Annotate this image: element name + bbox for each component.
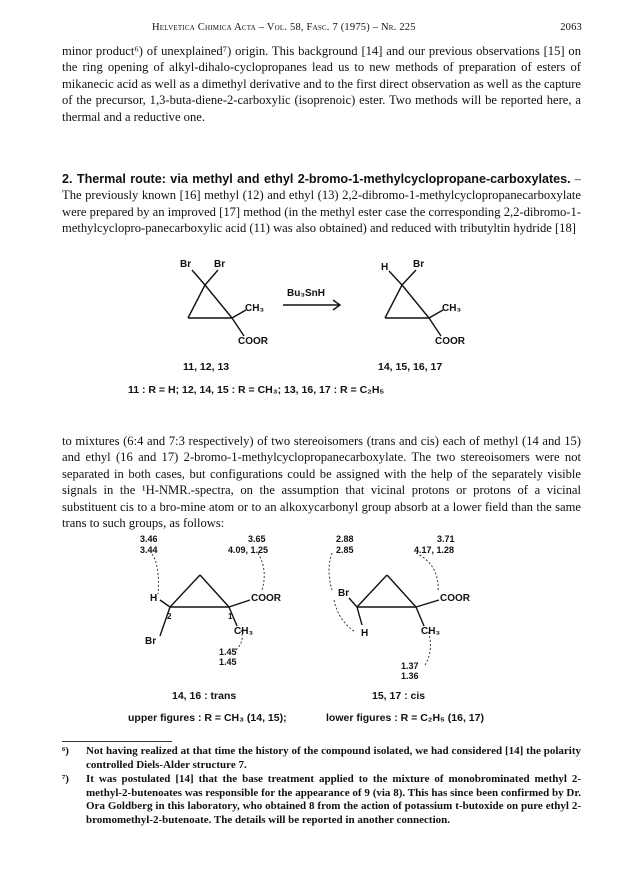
trans-hydrogen: H bbox=[150, 593, 158, 604]
footnote-7-mark: ⁷) bbox=[62, 773, 69, 785]
footnote-7-text: It was postulated [14] that the base treatment applied to the mixture of monobrominated methyl 2-methyl-2-butenoates was responsible for the appearance of 9 (via 8). This has since been confirmed by Dr. Ora Goldberg in this laboratory, who obtained 8 from the action of potassium t-butoxide on pure ethyl 2-bromomethyl-2-butenoate. The details will be reported in another connection. bbox=[86, 773, 581, 826]
results-paragraph: to mixtures (6:4 and 7:3 respectively) of two stereoisomers (trans and cis) each of methyl (14 and 15) and ethyl (16 and 17) 2-bromo-1-methylcyclopropanecarboxylate. The two stereoisomers were not separated in both cases, but configurations could be assigned with the help of the separately visible signals in the ¹H-NMR.-spectra, on the assumption that vicinal protons or protons of a vicinal substituent cis to a bro-mine atom or to an alkoxycarbonyl group absorb at a lower field than the same trans to such groups, as follows: bbox=[62, 434, 581, 531]
cis-h-shift-lower: 2.85 bbox=[336, 545, 354, 555]
left-ring-bond-2 bbox=[205, 285, 232, 318]
left-coor-bond bbox=[232, 318, 244, 336]
trans-h-shift-upper: 3.46 bbox=[140, 534, 158, 544]
cis-h-shift-pointer bbox=[329, 553, 332, 590]
trans-ring-bond-2 bbox=[170, 575, 200, 607]
left-bromine-2: Br bbox=[214, 259, 226, 270]
cis-ring-bond-2 bbox=[357, 575, 387, 607]
cis-hydrogen: H bbox=[361, 628, 369, 639]
cis-methyl: CH₃ bbox=[421, 626, 441, 637]
cis-ester-group: COOR bbox=[440, 593, 470, 604]
right-ester-group: COOR bbox=[435, 336, 465, 347]
trans-ch2-shift-lower: 4.09, 1.25 bbox=[228, 545, 269, 555]
left-ring-bond-1 bbox=[188, 285, 205, 318]
right-ch3-bond bbox=[429, 310, 443, 318]
trans-carbon-1-locant: 1 bbox=[228, 612, 233, 621]
cis-ch3-shift-upper: 1.37 bbox=[401, 661, 419, 671]
right-ring-bond-2 bbox=[402, 285, 429, 318]
lower-figures-legend: lower figures : R = C₂H₅ (16, 17) bbox=[326, 712, 484, 724]
trans-ch3-shift-upper: 1.45 bbox=[219, 647, 237, 657]
cis-coor-bond bbox=[416, 600, 439, 607]
cis-bromine: Br bbox=[338, 588, 350, 599]
trans-carbon-2-locant: 2 bbox=[167, 612, 172, 621]
trans-coor-bond bbox=[229, 600, 250, 607]
left-ester-group: COOR bbox=[238, 336, 268, 347]
right-coor-bond bbox=[429, 318, 441, 336]
right-br-bond bbox=[402, 270, 416, 285]
left-br-bond-1 bbox=[192, 270, 205, 285]
r-group-definitions: 11 : R = H; 12, 14, 15 : R = CH₃; 13, 16, 17 : R = C₂H₅ bbox=[128, 384, 385, 396]
right-ring-bond-1 bbox=[385, 285, 402, 318]
footnote-7 bbox=[62, 773, 581, 827]
footnote-rule bbox=[62, 741, 172, 742]
left-compound-numbers: 11, 12, 13 bbox=[183, 361, 230, 373]
trans-ch2-shift-pointer bbox=[258, 553, 264, 590]
trans-h-shift-lower: 3.44 bbox=[140, 545, 158, 555]
trans-h-shift-pointer bbox=[152, 554, 158, 594]
trans-bromine: Br bbox=[145, 636, 157, 647]
section-2-body: – The previously known [16] methyl (12) and ethyl (13) 2,2-dibromo-1-methylcyclopropanecarboxylate were prepared by an improved [17] method (in the methyl ester case the corresponding 2,2-dibromo-1-methylcyclopro-panecarboxylic acid (11) was also obtained) and reduced with tributyltin hydride [18] bbox=[62, 172, 581, 236]
left-ch3-bond bbox=[232, 310, 246, 318]
right-methyl: CH₃ bbox=[442, 303, 462, 314]
cis-ch2-shift-lower: 4.17, 1.28 bbox=[414, 545, 455, 555]
right-hydrogen: H bbox=[381, 262, 389, 273]
cis-br-bond bbox=[349, 598, 357, 607]
trans-ester-group: COOR bbox=[251, 593, 281, 604]
journal-citation: Helvetica Chimica Acta – Vol. 58, Fasc. 7 (1975) – Nr. 225 bbox=[152, 22, 416, 33]
cis-ch2-shift-pointer bbox=[416, 553, 438, 592]
left-methyl: CH₃ bbox=[245, 303, 265, 314]
right-compound-numbers: 14, 15, 16, 17 bbox=[378, 361, 443, 373]
cis-ch3-shift-lower: 1.36 bbox=[401, 671, 419, 681]
left-bromine-1: Br bbox=[180, 259, 192, 270]
reagent-label: Bu₃SnH bbox=[287, 288, 325, 299]
cis-ring-bond-3 bbox=[387, 575, 416, 607]
footnote-6-text: Not having realized at that time the history of the compound isolated, we had considered [14] the polarity controlled Diels-Alder structure 7. bbox=[86, 745, 581, 771]
trans-ch2-shift-upper: 3.65 bbox=[248, 534, 266, 544]
footnote-6-mark: ⁶) bbox=[62, 745, 69, 757]
cis-br-shift-pointer bbox=[334, 600, 355, 632]
cis-ch2-shift-upper: 3.71 bbox=[437, 534, 455, 544]
upper-figures-legend: upper figures : R = CH₃ (14, 15); bbox=[128, 712, 287, 724]
page-number: 2063 bbox=[560, 22, 582, 33]
cis-h-shift-upper: 2.88 bbox=[336, 534, 354, 544]
footnote-6 bbox=[62, 745, 581, 772]
cis-ch3-bond bbox=[416, 607, 424, 626]
trans-ch3-shift-lower: 1.45 bbox=[219, 657, 237, 667]
intro-paragraph: minor product⁶) of unexplained⁷) origin. This background [14] and our previous observations [15] on the ring opening of alkyl-dihalo-cyclopropanes lead us to new methods of preparation of esters of mikanecic acid as well as a dimethyl derivative and to the first direct observation as well as the capture of the precursor, 1,3-buta-diene-2-carboxylic (isoprenoic) ester. Two methods will be reported here, a thermal and a reductive one. bbox=[62, 44, 581, 124]
trans-ring-bond-3 bbox=[200, 575, 229, 607]
cis-h-bond bbox=[357, 607, 362, 625]
trans-h-bond bbox=[160, 600, 170, 607]
left-br-bond-2 bbox=[205, 270, 218, 285]
section-2-heading: 2. Thermal route: via methyl and ethyl 2-bromo-1-methylcyclopropane-carboxylates. bbox=[62, 172, 571, 186]
trans-methyl: CH₃ bbox=[234, 626, 254, 637]
right-bromine: Br bbox=[413, 259, 425, 270]
cis-caption: 15, 17 : cis bbox=[372, 690, 426, 702]
trans-caption: 14, 16 : trans bbox=[172, 690, 237, 702]
right-h-bond bbox=[389, 271, 402, 285]
